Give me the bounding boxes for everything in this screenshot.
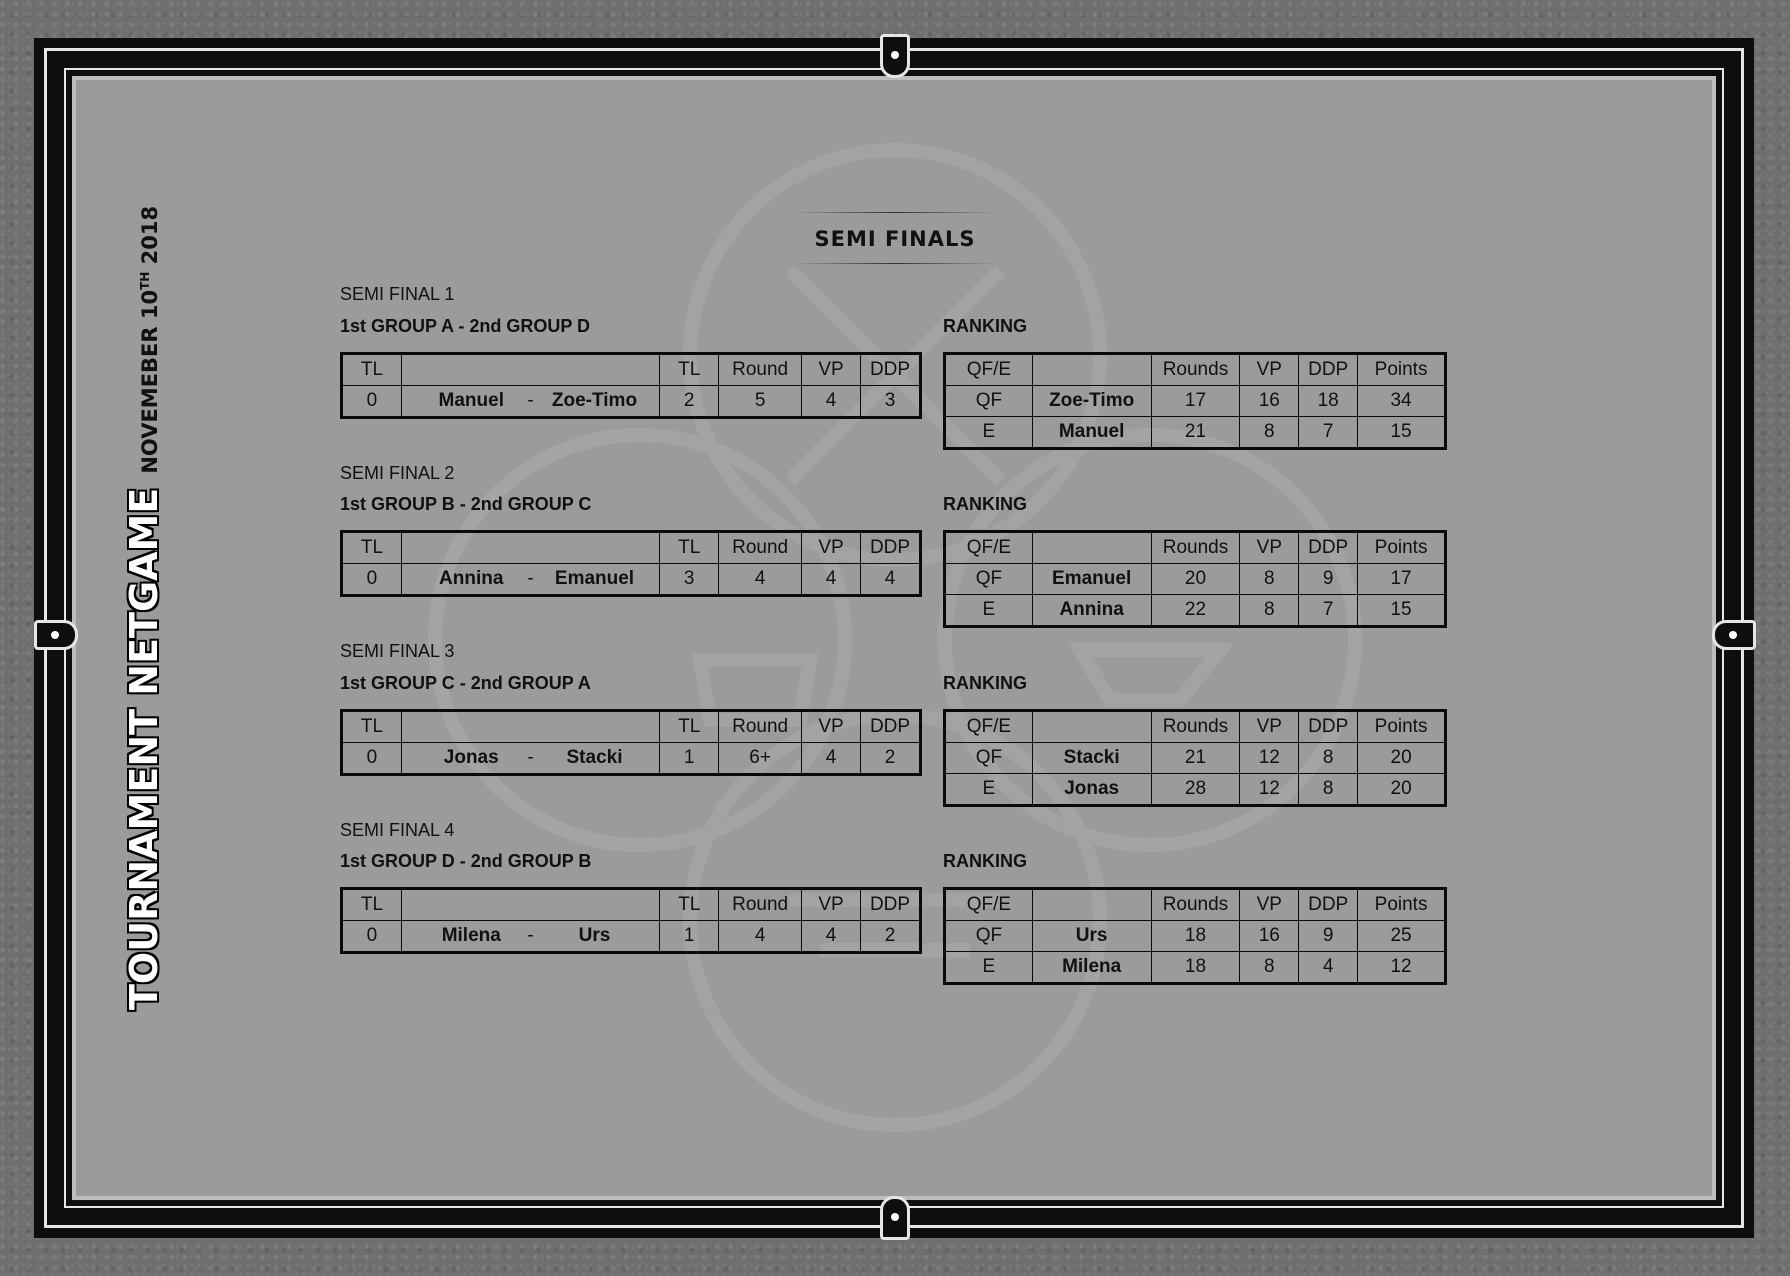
match-table <box>340 352 922 419</box>
side-title <box>122 206 166 1010</box>
match-table <box>340 887 922 954</box>
ranking-label: RANKING <box>943 316 1027 336</box>
ranking-label: RANKING <box>943 673 1027 693</box>
table-header-row: TL TL Round VP DDP <box>342 354 921 386</box>
table-header-row: QF/E Rounds VP DDP Points <box>945 354 1446 386</box>
frame-ornament-right <box>1712 620 1756 650</box>
table-header-row: QF/E Rounds VP DDP Points <box>945 711 1446 743</box>
tournament-date: NOVEMEBER 10TH 2018 <box>138 205 162 474</box>
semi-final-label: SEMI FINAL 2 <box>340 463 455 483</box>
table-header-row: TL TL Round VP DDP <box>342 532 921 564</box>
table-row: 0 Manuel - Zoe-Timo 2 5 4 3 <box>342 386 921 418</box>
table-header-row: TL TL Round VP DDP <box>342 711 921 743</box>
table-row: 0 Milena - Urs 1 4 4 2 <box>342 921 921 953</box>
semi-final-label: SEMI FINAL 3 <box>340 641 455 661</box>
table-row: E Milena 18 8 4 12 <box>945 952 1446 984</box>
table-row: QF Stacki 21 12 8 20 <box>945 743 1446 774</box>
player-two: Urs <box>578 925 611 946</box>
frame-ornament-top <box>880 34 910 78</box>
ranking-table <box>943 352 1447 450</box>
frame-ornament-bottom <box>880 1196 910 1240</box>
table-row: 0 Jonas - Stacki 1 6+ 4 2 <box>342 743 921 775</box>
player-one: Milena <box>441 925 501 946</box>
table-header-row: TL TL Round VP DDP <box>342 889 921 921</box>
table-header-row: QF/E Rounds VP DDP Points <box>945 532 1446 564</box>
page-heading <box>790 212 1000 264</box>
page-title: SEMI FINALS <box>814 227 976 251</box>
ranking-label: RANKING <box>943 851 1027 871</box>
semi-final-pairing: 1st GROUP C - 2nd GROUP A <box>340 673 591 693</box>
match-table <box>340 530 922 597</box>
table-row: 0 Annina - Emanuel 3 4 4 4 <box>342 564 921 596</box>
player-one: Annina <box>439 568 504 589</box>
table-header-row: QF/E Rounds VP DDP Points <box>945 889 1446 921</box>
semi-final-label: SEMI FINAL 1 <box>340 284 455 304</box>
ranking-table <box>943 530 1447 628</box>
table-row: E Annina 22 8 7 15 <box>945 595 1446 627</box>
table-row: QF Urs 18 16 9 25 <box>945 921 1446 952</box>
ranking-table <box>943 887 1447 985</box>
player-two: Stacki <box>566 747 623 768</box>
player-two: Emanuel <box>554 568 635 589</box>
ranking-table <box>943 709 1447 807</box>
player-one: Manuel <box>438 390 504 411</box>
semi-final-pairing: 1st GROUP D - 2nd GROUP B <box>340 851 592 871</box>
table-row: E Jonas 28 12 8 20 <box>945 774 1446 806</box>
player-one: Jonas <box>443 747 499 768</box>
table-row: E Manuel 21 8 7 15 <box>945 417 1446 449</box>
table-row: QF Emanuel 20 8 9 17 <box>945 564 1446 595</box>
player-two: Zoe-Timo <box>551 390 638 411</box>
tournament-title: TOURNAMENT NETGAME <box>122 487 166 1010</box>
semi-final-pairing: 1st GROUP A - 2nd GROUP D <box>340 316 591 336</box>
semi-final-label: SEMI FINAL 4 <box>340 820 455 840</box>
table-row: QF Zoe-Timo 17 16 18 34 <box>945 386 1446 417</box>
ranking-label: RANKING <box>943 494 1027 514</box>
match-table <box>340 709 922 776</box>
semi-final-pairing: 1st GROUP B - 2nd GROUP C <box>340 494 592 514</box>
frame-ornament-left <box>34 620 78 650</box>
